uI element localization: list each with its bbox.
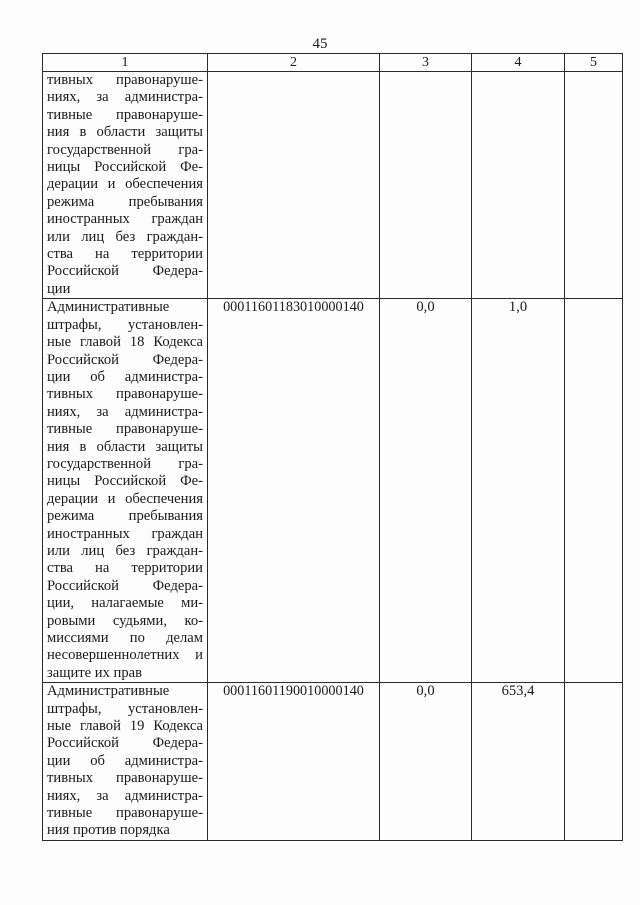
table-row xyxy=(43,683,623,841)
description-line: ства на территории xyxy=(47,246,203,263)
column-header-1: 1 xyxy=(43,54,208,72)
description-line: штрафы, установлен- xyxy=(47,316,203,333)
description-line: тивные правонаруше- xyxy=(47,421,203,438)
description-line: ства на территории xyxy=(47,560,203,577)
row-value-col5 xyxy=(565,72,623,299)
row-value-col4 xyxy=(472,72,565,299)
description-line: государственной гра- xyxy=(47,141,203,158)
row-description xyxy=(43,683,208,841)
table-row xyxy=(43,299,623,683)
column-header-5: 5 xyxy=(565,54,623,72)
description-line: ниях, за администра- xyxy=(47,787,203,804)
description-line: Российской Федера- xyxy=(47,735,203,752)
description-line: тивных правонаруше- xyxy=(47,72,203,88)
row-code: 00011601183010000140 xyxy=(208,299,380,683)
description-line: режима пребывания xyxy=(47,193,203,210)
description-line: ции, налагаемые ми- xyxy=(47,595,203,612)
description-line: государственной гра- xyxy=(47,455,203,472)
row-value-col4: 653,4 xyxy=(472,683,565,841)
description-line: иностранных граждан xyxy=(47,211,203,228)
description-line: Российской Федера- xyxy=(47,263,203,280)
description-line: Российской Федера- xyxy=(47,351,203,368)
description-line: ния в области защиты xyxy=(47,124,203,141)
table-row xyxy=(43,72,623,299)
row-value-col5 xyxy=(565,299,623,683)
description-line: или лиц без граждан- xyxy=(47,228,203,245)
description-line: ции об администра- xyxy=(47,752,203,769)
row-value-col5 xyxy=(565,683,623,841)
row-value-col3 xyxy=(380,72,472,299)
description-line: иностранных граждан xyxy=(47,525,203,542)
row-code: 00011601190010000140 xyxy=(208,683,380,841)
table-header-row xyxy=(43,54,623,72)
row-value-col3: 0,0 xyxy=(380,299,472,683)
column-header-2: 2 xyxy=(208,54,380,72)
budget-table xyxy=(42,53,623,841)
description-line: ные главой 18 Кодекса xyxy=(47,334,203,351)
description-line: штрафы, установлен- xyxy=(47,700,203,717)
description-line: режима пребывания xyxy=(47,508,203,525)
column-header-4: 4 xyxy=(472,54,565,72)
description-line: или лиц без граждан- xyxy=(47,542,203,559)
description-line: дерации и обеспечения xyxy=(47,490,203,507)
description-line: ниях, за администра- xyxy=(47,403,203,420)
row-value-col3: 0,0 xyxy=(380,683,472,841)
description-line: тивных правонаруше- xyxy=(47,770,203,787)
description-line: ные главой 19 Кодекса xyxy=(47,718,203,735)
description-line: Административные xyxy=(47,299,170,316)
description-line: ницы Российской Фе- xyxy=(47,159,203,176)
description-line: Российской Федера- xyxy=(47,577,203,594)
description-line: ницы Российской Фе- xyxy=(47,473,203,490)
description-line: несовершеннолетних и xyxy=(47,647,203,664)
description-line: ния в области защиты xyxy=(47,438,203,455)
description-line: ния против порядка xyxy=(47,822,170,839)
description-line: миссиями по делам xyxy=(47,630,203,646)
description-line: тивных правонаруше- xyxy=(47,386,203,403)
description-line: ции об администра- xyxy=(47,368,203,385)
description-line: ровыми судьями, ко- xyxy=(47,612,203,629)
description-line: тивные правонаруше- xyxy=(47,106,203,123)
description-line: Административные xyxy=(47,683,170,700)
description-line: ции xyxy=(47,280,71,297)
page-number: 45 xyxy=(312,36,328,52)
column-header-3: 3 xyxy=(380,54,472,72)
row-value-col4: 1,0 xyxy=(472,299,565,683)
row-code xyxy=(208,72,380,299)
description-line: защите их прав xyxy=(47,664,143,681)
description-line: тивные правонаруше- xyxy=(47,805,203,822)
description-line: дерации и обеспечения xyxy=(47,176,203,193)
row-description xyxy=(43,72,208,299)
description-line: ниях, за администра- xyxy=(47,89,203,106)
row-description xyxy=(43,299,208,683)
